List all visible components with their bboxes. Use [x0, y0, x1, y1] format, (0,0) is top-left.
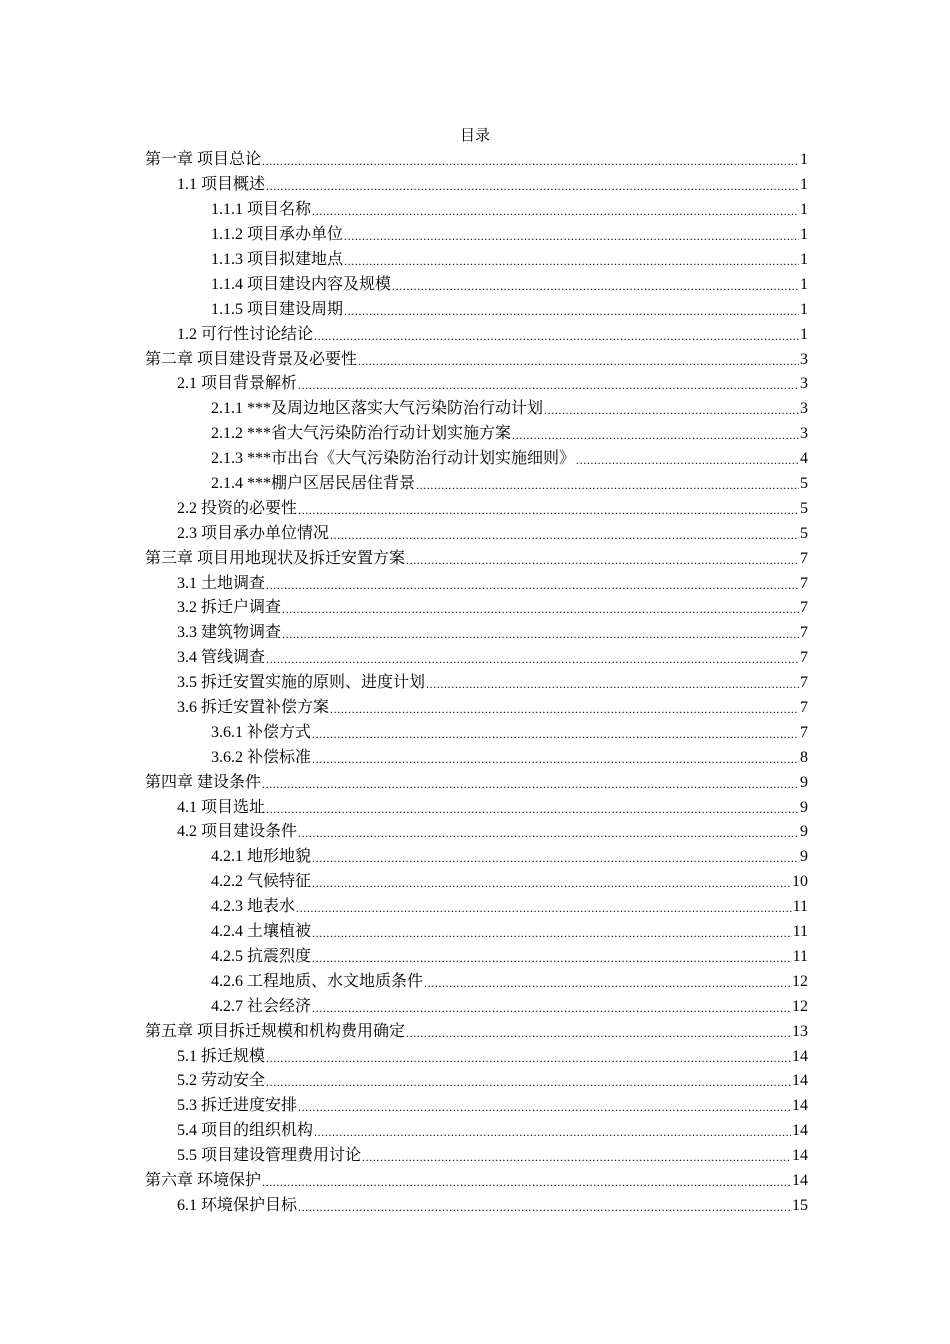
toc-entry-label: 第二章 项目建设背景及必要性: [145, 350, 358, 368]
toc-entry-page-number: 14: [792, 1147, 808, 1165]
toc-entry-label: 2.1.2 ***省大气污染防治行动计划实施方案: [211, 425, 512, 443]
toc-entry[interactable]: [145, 720, 808, 745]
toc-entry-label: 第五章 项目拆迁规模和机构费用确定: [145, 1022, 406, 1040]
toc-entry-page-number: 14: [792, 1122, 808, 1140]
toc-entry-page-number: 3: [800, 375, 808, 393]
toc-entry[interactable]: [145, 248, 808, 273]
toc-entry-page-number: 14: [792, 1072, 808, 1090]
toc-entry-page-number: 1: [800, 201, 808, 219]
dot-leader: [344, 250, 799, 270]
toc-entry-label: 4.2.1 地形地貌: [211, 848, 312, 866]
toc-entry-label: 5.3 拆迁进度安排: [177, 1097, 298, 1115]
dot-leader: [266, 574, 799, 594]
toc-entry[interactable]: [145, 1169, 808, 1194]
toc-entry-label: 5.1 拆迁规模: [177, 1047, 266, 1065]
toc-entry-page-number: 1: [800, 251, 808, 268]
toc-entry[interactable]: [145, 770, 808, 795]
toc-entry-page-number: 1: [800, 176, 808, 194]
toc-entry-page-number: 14: [792, 1097, 808, 1115]
toc-entry-page-number: 5: [800, 524, 808, 542]
toc-entry-label: 1.1 项目概述: [177, 176, 266, 194]
dot-leader: [330, 698, 799, 718]
toc-entry[interactable]: [145, 696, 808, 721]
dot-leader: [392, 275, 799, 295]
table-of-contents: [145, 148, 808, 1218]
dot-leader: [312, 947, 792, 967]
toc-entry[interactable]: [145, 1069, 808, 1094]
toc-entry-label: 1.1.4 项目建设内容及规模: [211, 275, 392, 293]
toc-entry-label: 1.1.5 项目建设周期: [211, 300, 344, 318]
toc-entry[interactable]: [145, 223, 808, 248]
toc-entry-label: 1.1.3 项目拟建地点: [211, 251, 344, 268]
toc-entry-page-number: 15: [792, 1196, 808, 1214]
dot-leader: [298, 499, 799, 519]
toc-entry[interactable]: [145, 895, 808, 920]
toc-entry-page-number: 7: [800, 624, 808, 642]
toc-entry-label: 2.1.1 ***及周边地区落实大气污染防治行动计划: [211, 400, 544, 418]
toc-entry[interactable]: [145, 198, 808, 223]
toc-entry-page-number: 10: [792, 873, 808, 891]
toc-entry-label: 4.2.3 地表水: [211, 898, 296, 916]
toc-entry[interactable]: [145, 1193, 808, 1218]
dot-leader: [266, 798, 799, 818]
dot-leader: [282, 623, 799, 643]
dot-leader: [512, 424, 799, 444]
toc-entry-page-number: 14: [792, 1171, 808, 1189]
toc-entry-page-number: 11: [792, 947, 808, 965]
toc-entry-label: 1.1.2 项目承办单位: [211, 226, 344, 244]
toc-entry-page-number: 1: [800, 226, 808, 244]
toc-entry-page-number: 9: [800, 773, 808, 791]
toc-entry-page-number: 12: [792, 997, 808, 1015]
toc-entry-label: 3.1 土地调查: [177, 574, 266, 592]
dot-leader: [314, 325, 799, 345]
toc-entry-label: 3.6.2 补偿标准: [211, 748, 312, 766]
toc-entry-label: 第四章 建设条件: [145, 773, 262, 791]
dot-leader: [576, 449, 799, 469]
toc-entry-label: 4.1 项目选址: [177, 798, 266, 816]
toc-entry-page-number: 7: [800, 674, 808, 692]
toc-entry-page-number: 9: [800, 798, 808, 816]
toc-entry-page-number: 7: [800, 723, 808, 741]
toc-entry-page-number: 14: [792, 1047, 808, 1065]
dot-leader: [298, 1196, 791, 1216]
dot-leader: [298, 374, 799, 394]
toc-entry[interactable]: [145, 297, 808, 322]
toc-entry-page-number: 7: [800, 574, 808, 592]
toc-entry-label: 第三章 项目用地现状及拆迁安置方案: [145, 549, 406, 567]
toc-entry-page-number: 8: [800, 748, 808, 766]
dot-leader: [426, 673, 799, 693]
dot-leader: [312, 200, 799, 220]
toc-entry-label: 2.1.4 ***棚户区居民居住背景: [211, 475, 416, 493]
toc-entry[interactable]: [145, 521, 808, 546]
toc-entry-page-number: 9: [800, 848, 808, 866]
toc-entry-label: 4.2.2 气候特征: [211, 873, 312, 891]
toc-entry-page-number: 3: [800, 400, 808, 418]
toc-entry-label: 5.5 项目建设管理费用讨论: [177, 1147, 362, 1165]
toc-entry-label: 2.2 投资的必要性: [177, 499, 298, 517]
toc-entry-label: 第六章 环境保护: [145, 1171, 262, 1189]
toc-entry[interactable]: [145, 621, 808, 646]
toc-entry-label: 5.2 劳动安全: [177, 1072, 266, 1090]
dot-leader: [406, 549, 799, 569]
dot-leader: [344, 225, 799, 245]
dot-leader: [312, 847, 799, 867]
toc-entry-page-number: 7: [800, 599, 808, 617]
toc-entry[interactable]: [145, 546, 808, 571]
dot-leader: [262, 1171, 791, 1191]
toc-entry-label: 3.4 管线调查: [177, 649, 266, 667]
dot-leader: [312, 997, 791, 1017]
toc-entry-label: 4.2.7 社会经济: [211, 997, 312, 1015]
toc-entry[interactable]: [145, 596, 808, 621]
dot-leader: [358, 350, 799, 370]
toc-entry-label: 3.6 拆迁安置补偿方案: [177, 699, 330, 717]
toc-entry-page-number: 7: [800, 549, 808, 567]
toc-entry-label: 3.6.1 补偿方式: [211, 723, 312, 741]
toc-entry[interactable]: [145, 671, 808, 696]
dot-leader: [406, 1022, 791, 1042]
toc-entry[interactable]: [145, 820, 808, 845]
dot-leader: [298, 822, 799, 842]
toc-entry-label: 3.2 拆迁户调查: [177, 599, 282, 617]
toc-entry[interactable]: [145, 994, 808, 1019]
toc-entry[interactable]: [145, 173, 808, 198]
toc-entry[interactable]: [145, 1144, 808, 1169]
dot-leader: [298, 1096, 791, 1116]
toc-entry-page-number: 12: [792, 972, 808, 990]
toc-title: 目录: [459, 128, 490, 144]
toc-entry-page-number: 5: [800, 499, 808, 517]
dot-leader: [266, 175, 799, 195]
toc-entry[interactable]: [145, 397, 808, 422]
toc-entry-page-number: 4: [800, 450, 808, 468]
toc-entry-label: 4.2.4 土壤植被: [211, 923, 312, 941]
toc-entry[interactable]: [145, 646, 808, 671]
dot-leader: [312, 922, 792, 942]
toc-entry-page-number: 7: [800, 699, 808, 717]
toc-entry-label: 4.2 项目建设条件: [177, 823, 298, 841]
toc-entry[interactable]: [145, 920, 808, 945]
toc-entry-label: 3.3 建筑物调查: [177, 624, 282, 642]
toc-entry-page-number: 1: [800, 300, 808, 318]
toc-entry[interactable]: [145, 272, 808, 297]
toc-entry-page-number: 13: [792, 1022, 808, 1040]
toc-entry[interactable]: [145, 795, 808, 820]
toc-entry-page-number: 11: [792, 898, 808, 916]
toc-entry[interactable]: [145, 472, 808, 497]
toc-entry[interactable]: [145, 422, 808, 447]
dot-leader: [266, 648, 799, 668]
toc-entry[interactable]: [145, 870, 808, 895]
toc-entry[interactable]: [145, 1094, 808, 1119]
toc-entry-page-number: 3: [800, 425, 808, 443]
toc-entry-page-number: 9: [800, 823, 808, 841]
toc-entry-page-number: 1: [800, 275, 808, 293]
dot-leader: [262, 773, 799, 793]
toc-entry-label: 第一章 项目总论: [145, 151, 262, 169]
toc-entry[interactable]: [145, 745, 808, 770]
toc-entry[interactable]: [145, 571, 808, 596]
toc-entry[interactable]: [145, 945, 808, 970]
toc-entry-label: 2.3 项目承办单位情况: [177, 524, 330, 542]
dot-leader: [266, 1071, 791, 1091]
toc-entry[interactable]: [145, 372, 808, 397]
dot-leader: [544, 399, 799, 419]
toc-entry-page-number: 7: [800, 649, 808, 667]
toc-entry-label: 3.5 拆迁安置实施的原则、进度计划: [177, 674, 426, 692]
dot-leader: [344, 300, 799, 320]
toc-entry-label: 5.4 项目的组织机构: [177, 1122, 314, 1140]
dot-leader: [416, 474, 799, 494]
toc-entry[interactable]: [145, 148, 808, 173]
dot-leader: [266, 1047, 791, 1067]
dot-leader: [424, 972, 791, 992]
dot-leader: [312, 723, 799, 743]
toc-entry-label: 2.1 项目背景解析: [177, 375, 298, 393]
toc-entry-label: 1.2 可行性讨论结论: [177, 325, 314, 343]
toc-entry[interactable]: [145, 845, 808, 870]
toc-entry[interactable]: [145, 447, 808, 472]
toc-entry-label: 6.1 环境保护目标: [177, 1196, 298, 1214]
dot-leader: [282, 598, 799, 618]
toc-entry-page-number: 1: [800, 151, 808, 169]
dot-leader: [314, 1121, 791, 1141]
toc-entry[interactable]: [145, 1119, 808, 1144]
dot-leader: [312, 748, 799, 768]
toc-entry-page-number: 1: [800, 325, 808, 343]
toc-entry-label: 4.2.6 工程地质、水文地质条件: [211, 972, 424, 990]
dot-leader: [362, 1146, 791, 1166]
toc-entry[interactable]: [145, 496, 808, 521]
toc-entry-label: 2.1.3 ***市出台《大气污染防治行动计划实施细则》: [211, 450, 576, 468]
toc-entry-page-number: 11: [792, 923, 808, 941]
dot-leader: [312, 872, 791, 892]
toc-entry-page-number: 5: [800, 475, 808, 493]
toc-entry[interactable]: [145, 322, 808, 347]
toc-entry-label: 1.1.1 项目名称: [211, 201, 312, 219]
dot-leader: [330, 524, 799, 544]
toc-entry-label: 4.2.5 抗震烈度: [211, 947, 312, 965]
toc-entry[interactable]: [145, 347, 808, 372]
toc-entry[interactable]: [145, 969, 808, 994]
toc-entry[interactable]: [145, 1044, 808, 1069]
dot-leader: [296, 897, 792, 917]
dot-leader: [262, 150, 799, 170]
toc-entry[interactable]: [145, 1019, 808, 1044]
toc-entry-page-number: 3: [800, 350, 808, 368]
